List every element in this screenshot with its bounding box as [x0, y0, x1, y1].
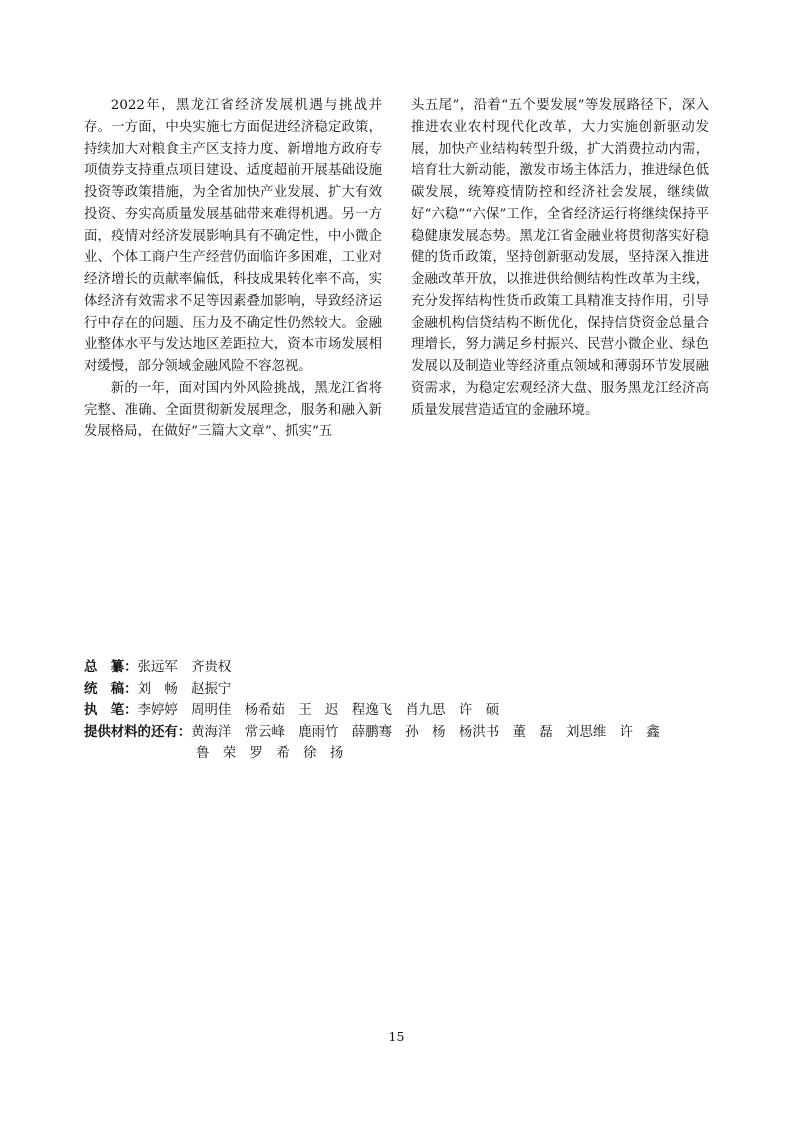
left-text-column: [84, 95, 382, 443]
credit-label: 统 稿：: [84, 681, 138, 697]
credit-label: 总 纂：: [84, 660, 138, 675]
right-text-column: [411, 95, 709, 421]
credits-block: [84, 657, 724, 765]
credit-label: 执 笔：: [84, 703, 138, 718]
page-number: 15: [388, 1029, 405, 1044]
credit-label: 提供材料的还有：: [84, 724, 192, 740]
credit-contributors-continuation: 鲁 荣 罗 希 徐 扬: [196, 746, 344, 761]
credit-row-chief-editors: [84, 657, 724, 679]
credit-names: 李婷婷 周明佳 杨希茹 王 迟 程逸飞 肖九思 许 硕: [137, 703, 500, 718]
credit-row-contributors: [84, 722, 724, 744]
credit-names: 黄海洋 常云峰 鹿雨竹 薛鹏骞 孙 杨 杨洪书 董 磊 刘思维 许 鑫: [191, 724, 660, 740]
paragraph-economic-outlook: 2022年，黑龙江省经济发展机遇与挑战并存。一方面，中央实施七方面促进经济稳定政策，持续加大对粮食主产区支持力度、新增地方政府专项债券支持重点项目建设、适度超前开展基础设施投资等政策措施，为全省加快产业发展、扩大有效投资、夯实高质量发展基础带来难得机遇。另一方面，疫情对经济发展影响具有不确定性，中小微企业、个体工商户生产经营仍面临许多困难，工业对经济增长的贡献率偏低，科技成果转化率不高，实体经济有效需求不足等因素叠加影响，导致经济运行中存在的问题、压力及不确定性仍然较大。金融业整体水平与发达地区差距拉大，资本市场发展相对缓慢，部分领域金融风险不容忽视。: [84, 98, 382, 374]
credit-row-writers: [84, 700, 724, 722]
credit-names: 张远军 齐贵权: [137, 660, 232, 675]
credit-names: 刘 畅 赵振宁: [137, 681, 232, 697]
credit-row-final-editors: [84, 679, 724, 701]
paragraph-new-year-start: 新的一年，面对国内外风险挑战，黑龙江省将完整、准确、全面贯彻新发展理念，服务和融入新发展格局，在做好“三篇大文章”、抓实“五: [84, 380, 382, 440]
paragraph-new-year-continued: 头五尾”，沿着“五个要发展”等发展路径下，深入推进农业农村现代化改革，大力实施创新驱动发展，加快产业结构转型升级，扩大消费拉动内需，培育壮大新动能，激发市场主体活力，推进绿色低碳发展，统筹疫情防控和经济社会发展，继续做好“六稳”“六保”工作，全省经济运行将继续保持平稳健康发展态势。黑龙江省金融业将贯彻落实好稳健的货币政策，坚持创新驱动发展，坚持深入推进金融改革开放，以推进供给侧结构性改革为主线，充分发挥结构性货币政策工具精准支持作用，引导金融机构信贷结构不断优化，保持信贷资金总量合理增长，努力满足乡村振兴、民营小微企业、绿色发展以及制造业等经济重点领域和薄弱环节发展融资需求，为稳定宏观经济大盘、服务黑龙江经济高质量发展营造适宜的金融环境。: [411, 98, 709, 418]
